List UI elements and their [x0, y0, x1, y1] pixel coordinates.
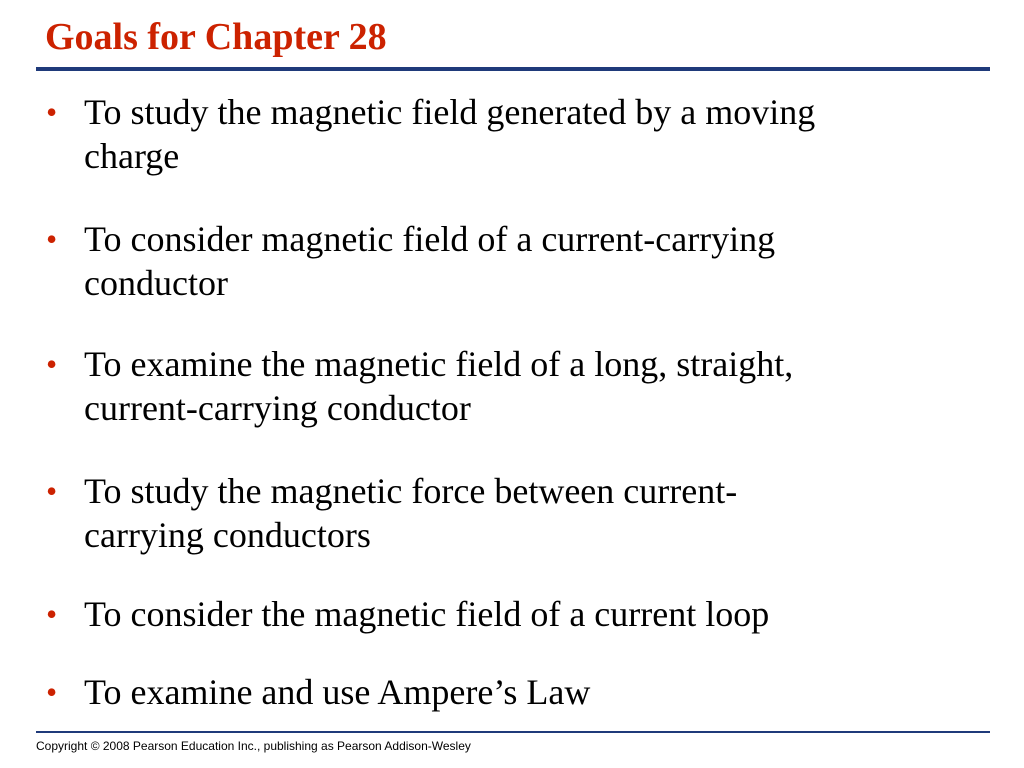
goal-item	[46, 670, 966, 714]
bullet-icon: •	[46, 94, 58, 130]
footer-divider	[36, 731, 990, 733]
goal-text-line-1: To study the magnetic force between current-	[84, 471, 738, 511]
bullet-icon: •	[46, 473, 58, 509]
goal-item	[46, 217, 966, 305]
goal-text-line-1: To examine and use Ampere’s Law	[84, 672, 591, 712]
goal-text-line-1: To consider magnetic field of a current-carrying	[84, 219, 776, 259]
bullet-icon: •	[46, 674, 58, 710]
goal-item	[46, 90, 966, 178]
goal-item	[46, 592, 966, 636]
slide-title: Goals for Chapter 28	[45, 16, 387, 58]
goal-item	[46, 469, 966, 557]
copyright-footer: Copyright © 2008 Pearson Education Inc., publishing as Pearson Addison-Wesley	[36, 739, 471, 753]
goal-text-line-2: carrying conductors	[84, 515, 371, 555]
goal-text-line-2: charge	[84, 136, 180, 176]
bullet-icon: •	[46, 346, 58, 382]
goal-text-line-2: current-carrying conductor	[84, 388, 471, 428]
bullet-icon: •	[46, 596, 58, 632]
goal-text-line-1: To examine the magnetic field of a long, straight,	[84, 344, 794, 384]
bullet-icon: •	[46, 221, 58, 257]
goal-text-line-1: To study the magnetic field generated by a moving	[84, 92, 816, 132]
goal-text-line-1: To consider the magnetic field of a current loop	[84, 594, 770, 634]
goal-item	[46, 342, 966, 430]
goal-text-line-2: conductor	[84, 263, 228, 303]
